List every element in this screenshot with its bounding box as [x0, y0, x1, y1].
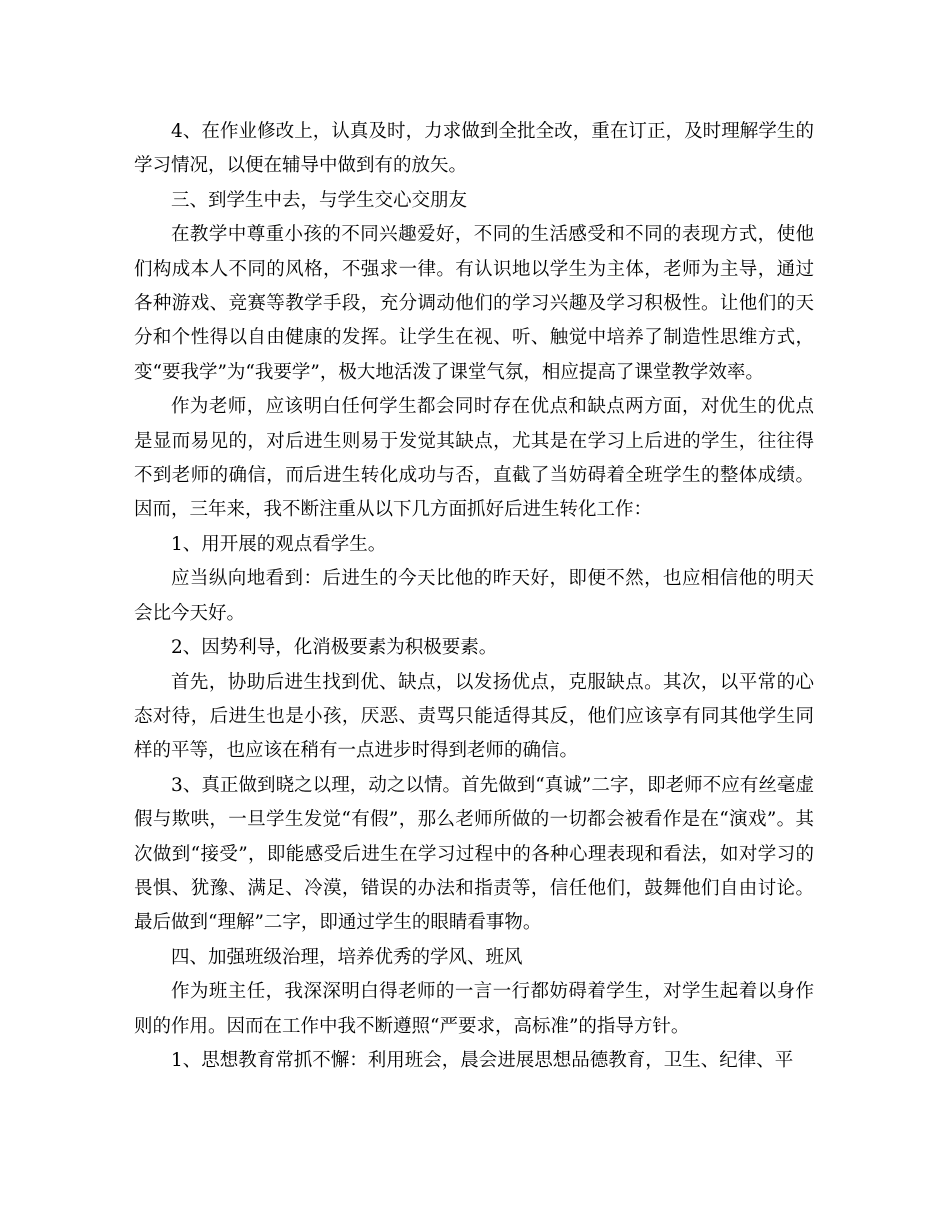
paragraph-class-teacher: 作为班主任，我深深明白得老师的一言一行都妨碍着学生，对学生起着以身作则的作用。因而在工作中我不断遵照“严要求，高标准”的指导方针。 — [134, 981, 814, 1037]
section-heading-3: 三、到学生中去，与学生交心交朋友 — [171, 189, 468, 211]
document-body — [134, 115, 814, 1078]
list-item-ideology: 1、思想教育常抓不懈：利用班会，晨会进展思想品德教育，卫生、纪律、平 — [171, 1049, 794, 1071]
paragraph-student-interests: 在教学中尊重小孩的不同兴趣爱好，不同的生活感受和不同的表现方式，使他们构成本人不同的风格，不强求一律。有认识地以学生为主体，老师为主导，通过各种游戏、竞赛等教学手段，充分调动他们的学习兴趣及学习积极性。让他们的天分和个性得以自由健康的发挥。让学生在视、听、触觉中培养了制造性思维方式，变“要我学”为“我要学”，极大地活泼了课堂气氛，相应提高了课堂教学效率。 — [134, 224, 814, 383]
paragraph-vertical-view: 应当纵向地看到：后进生的今天比他的昨天好，即便不然，也应相信他的明天会比今天好。 — [134, 568, 814, 624]
list-item-2: 2、因势利导，化消极要素为积极要素。 — [171, 637, 498, 659]
paragraph-item-4: 4、在作业修改上，认真及时，力求做到全批全改，重在订正，及时理解学生的学习情况，以便在辅导中做到有的放矢。 — [134, 121, 814, 177]
paragraph-help-students: 首先，协助后进生找到优、缺点，以发扬优点，克服缺点。其次，以平常的心态对待，后进生也是小孩，厌恶、责骂只能适得其反，他们应该享有同其他学生同样的平等，也应该在稍有一点进步时得到老师的确信。 — [134, 671, 814, 762]
section-heading-4: 四、加强班级治理，培养优秀的学风、班风 — [171, 946, 523, 968]
list-item-1: 1、用开展的观点看学生。 — [171, 533, 387, 555]
paragraph-strengths-weaknesses: 作为老师，应该明白任何学生都会同时存在优点和缺点两方面，对优生的优点是显而易见的，对后进生则易于发觉其缺点，尤其是在学习上后进的学生，往往得不到老师的确信，而后进生转化成功与否，直截了当妨碍着全班学生的整体成绩。因而，三年来，我不断注重从以下几方面抓好后进生转化工作： — [134, 396, 814, 521]
list-item-3: 3、真正做到晓之以理，动之以情。首先做到“真诚”二字，即老师不应有丝毫虚假与欺哄，一旦学生发觉“有假”，那么老师所做的一切都会被看作是在“演戏”。其次做到“接受”，即能感受后进生在学习过程中的各种心理表现和看法，如对学习的畏惧、犹豫、满足、冷漠，错误的办法和指责等，信任他们，鼓舞他们自由讨论。最后做到“理解”二字，即通过学生的眼睛看事物。 — [134, 774, 814, 934]
